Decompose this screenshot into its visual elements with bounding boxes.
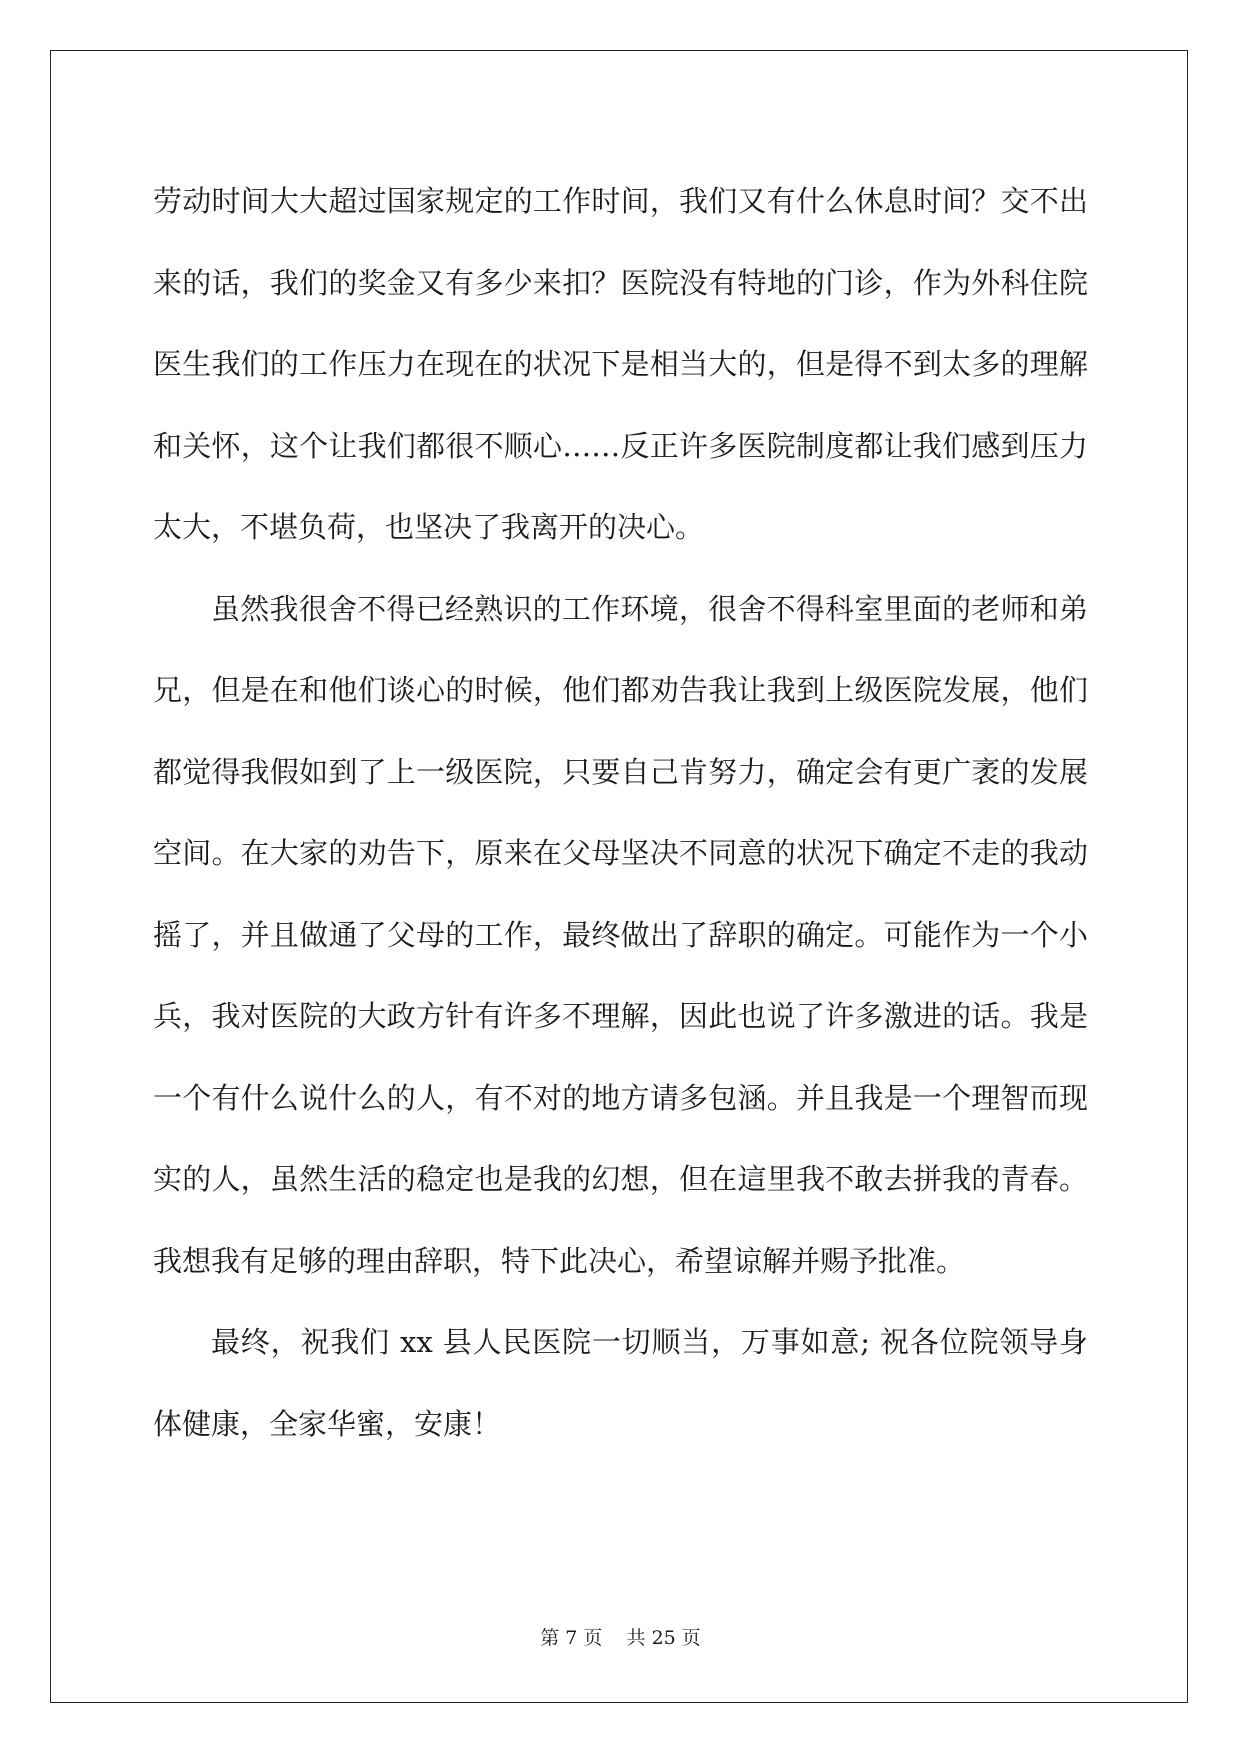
paragraph-2: 虽然我很舍不得已经熟识的工作环境，很舍不得科室里面的老师和弟兄，但是在和他们谈心的时候，他们都劝告我让我到上级医院发展，他们都觉得我假如到了上一级医院，只要自己肯努力，确定会有更广袤的发展空间。在大家的劝告下，原来在父母坚决不同意的状况下确定不走的我动摇了，并且做通了父母的工作，最终做出了辞职的确定。可能作为一个小兵，我对医院的大政方针有许多不理解，因此也说了许多激进的话。我是一个有什么说什么的人，有不对的地方请多包涵。并且我是一个理智而现实的人，虽然生活的稳定也是我的幻想，但在這里我不敢去拼我的青春。我想我有足够的理由辞职，特下此决心，希望谅解并赐予批准。: [153, 591, 1088, 1278]
document-body: [153, 161, 1088, 1465]
page-number-footer: 第 7 页 共 25 页: [540, 1627, 701, 1649]
paragraph-1: 劳动时间大大超过国家规定的工作时间，我们又有什么休息时间？交不出来的话，我们的奖金又有多少来扣？医院没有特地的门诊，作为外科住院医生我们的工作压力在现在的状况下是相当大的，但是得不到太多的理解和关怀，这个让我们都很不顺心……反正许多医院制度都让我们感到压力太大，不堪负荷，也坚决了我离开的决心。: [153, 184, 1088, 544]
paragraph-3: 最终，祝我们 xx 县人民医院一切顺当，万事如意; 祝各位院领导身体健康，全家华蜜，安康！: [153, 1325, 1088, 1441]
